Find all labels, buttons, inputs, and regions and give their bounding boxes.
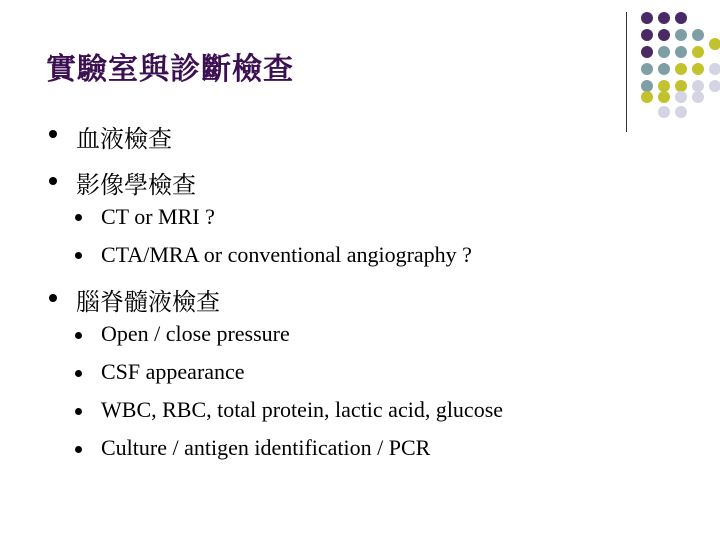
decor-dot — [658, 29, 670, 41]
sub-bullet-dot — [75, 446, 82, 453]
sub-bullet-dot — [75, 332, 82, 339]
decor-dot — [692, 91, 704, 103]
decor-dot — [675, 80, 687, 92]
decor-dot — [641, 63, 653, 75]
bullet-dot — [49, 177, 57, 185]
decor-dot — [641, 46, 653, 58]
decor-dot — [641, 91, 653, 103]
decor-dot — [709, 63, 720, 75]
bullet-dot — [49, 130, 57, 138]
decor-dot — [658, 12, 670, 24]
decor-dot — [658, 46, 670, 58]
decor-dot — [658, 80, 670, 92]
decor-dot — [675, 29, 687, 41]
decor-dot — [675, 91, 687, 103]
bullet-imaging: 影像學檢查 — [76, 171, 196, 199]
decor-dot — [675, 63, 687, 75]
decor-dot — [675, 46, 687, 58]
sub-item-pressure: Open / close pressure — [101, 321, 290, 346]
sub-item-cell-count: WBC, RBC, total protein, lactic acid, glucose — [101, 397, 504, 422]
bullet-csf: 腦脊髓液檢查 — [76, 288, 220, 316]
decor-dot — [692, 29, 704, 41]
decor-dot — [658, 63, 670, 75]
bullet-blood-test: 血液檢查 — [76, 125, 172, 153]
decor-dot — [641, 12, 653, 24]
bullet-dot — [49, 294, 57, 302]
sub-bullet-dot — [75, 252, 82, 259]
decor-dot — [675, 12, 687, 24]
sub-item-ct-mri: CT or MRI ? — [101, 204, 215, 229]
decor-dot — [709, 38, 720, 50]
decor-dot — [658, 106, 670, 118]
decor-dot — [675, 106, 687, 118]
decor-dot — [658, 91, 670, 103]
decor-dot — [692, 46, 704, 58]
sub-bullet-dot — [75, 214, 82, 221]
sub-bullet-dot — [75, 370, 82, 377]
decor-dot — [692, 63, 704, 75]
sub-item-appearance: CSF appearance — [101, 359, 245, 384]
decor-dot — [641, 80, 653, 92]
decor-dot — [692, 80, 704, 92]
sub-bullet-dot — [75, 408, 82, 415]
sub-item-culture: Culture / antigen identification / PCR — [101, 435, 431, 460]
decor-dot — [641, 29, 653, 41]
slide-title: 實驗室與診斷檢查 — [46, 52, 294, 87]
decor-dot — [709, 80, 720, 92]
sub-item-cta-mra: CTA/MRA or conventional angiography ? — [101, 242, 472, 267]
